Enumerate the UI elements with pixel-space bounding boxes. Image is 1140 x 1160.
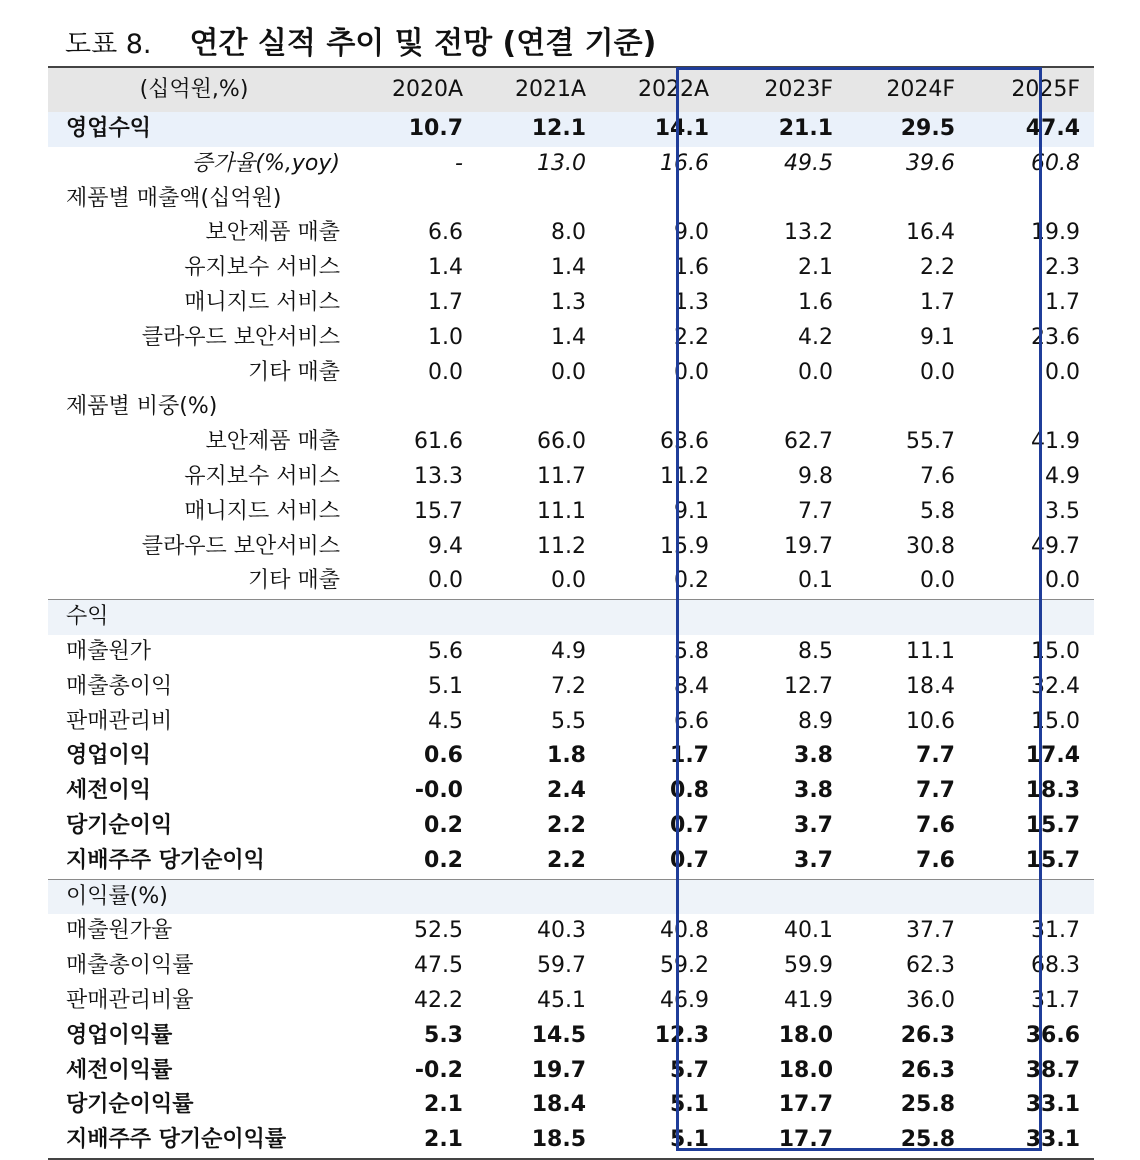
table-row <box>48 286 1094 321</box>
table-cell: 15.7 <box>1025 812 1080 838</box>
table-cell: 16.4 <box>906 220 955 246</box>
table-row <box>48 1019 1094 1054</box>
table-cell: 8.5 <box>798 638 833 664</box>
row-label: 클라우드 보안서비스 <box>141 533 340 559</box>
table-cell: 12.7 <box>784 673 833 699</box>
table-cell: 7.7 <box>798 498 833 524</box>
table-cell: 0.2 <box>424 812 463 838</box>
table-cell: 3.7 <box>794 812 833 838</box>
table-cell: 15.0 <box>1031 708 1080 734</box>
table-cell: 3.7 <box>794 847 833 873</box>
table-cell: 39.6 <box>906 150 955 176</box>
table-cell: 0.2 <box>674 568 709 594</box>
table-cell: 5.8 <box>674 638 709 664</box>
table-body <box>48 112 1094 1160</box>
table-row <box>48 356 1094 391</box>
table-cell: 1.6 <box>674 255 709 281</box>
table-cell: 1.7 <box>1045 289 1080 315</box>
table-row <box>48 809 1094 844</box>
table-row <box>48 1088 1094 1123</box>
table-cell: 66.0 <box>537 429 586 455</box>
table-cell: 13.0 <box>537 150 586 176</box>
table-cell: 5.5 <box>551 708 586 734</box>
table-cell: 5.3 <box>424 1022 463 1048</box>
table-row <box>48 1123 1094 1160</box>
table-row <box>48 599 1094 635</box>
table-cell: 2.1 <box>424 1127 463 1153</box>
table-row <box>48 390 1094 425</box>
table-cell: 7.6 <box>916 812 955 838</box>
row-label: 판매관리비 <box>66 708 173 734</box>
row-label: 매출총이익 <box>66 673 173 699</box>
table-cell: 52.5 <box>414 918 463 944</box>
table-cell: 12.3 <box>654 1022 709 1048</box>
table-row <box>48 460 1094 495</box>
table-cell: 19.9 <box>1031 220 1080 246</box>
row-label: 지배주주 당기순이익률 <box>66 1127 287 1153</box>
table-cell: 18.0 <box>778 1057 833 1083</box>
table-cell: 25.8 <box>900 1092 955 1118</box>
table-cell: 45.1 <box>537 987 586 1013</box>
figure-label: 도표 8. <box>65 29 152 60</box>
table-cell: 1.4 <box>428 255 463 281</box>
row-label: 매출원가율 <box>66 918 173 944</box>
table-cell: 0.7 <box>670 847 709 873</box>
table-row <box>48 914 1094 949</box>
table-cell: 1.3 <box>551 289 586 315</box>
table-cell: 31.7 <box>1031 987 1080 1013</box>
table-cell: 14.5 <box>531 1022 586 1048</box>
table-cell: -0.0 <box>414 778 463 804</box>
table-cell: 40.8 <box>660 918 709 944</box>
table-cell: 5.6 <box>428 638 463 664</box>
table-cell: 19.7 <box>531 1057 586 1083</box>
table-cell: 42.2 <box>414 987 463 1013</box>
table-cell: 5.1 <box>428 673 463 699</box>
table-cell: 11.2 <box>660 463 709 489</box>
table-cell: 63.6 <box>660 429 709 455</box>
table-row <box>48 495 1094 530</box>
table-row <box>48 635 1094 670</box>
table-row <box>48 844 1094 879</box>
table-cell: 6.6 <box>428 220 463 246</box>
table-cell: 68.3 <box>1031 953 1080 979</box>
table-cell: 3.5 <box>1045 498 1080 524</box>
table-cell: 3.8 <box>794 743 833 769</box>
table-cell: 47.4 <box>1025 116 1080 141</box>
table-cell: 31.7 <box>1031 918 1080 944</box>
table-cell: -0.2 <box>414 1057 463 1083</box>
table-cell: 10.7 <box>408 116 463 141</box>
table-cell: 49.5 <box>784 150 833 176</box>
table-cell: 0.0 <box>798 359 833 385</box>
table-cell: 0.2 <box>424 847 463 873</box>
table-row <box>48 774 1094 809</box>
table-cell: 11.7 <box>537 463 586 489</box>
table-cell: 2.3 <box>1045 255 1080 281</box>
row-label: 제품별 비중(%) <box>66 394 218 420</box>
table-row <box>48 112 1094 147</box>
row-label: 세전이익 <box>66 778 152 804</box>
table-cell: 46.9 <box>660 987 709 1013</box>
table-cell: 25.8 <box>900 1127 955 1153</box>
table-cell: 0.0 <box>1045 568 1080 594</box>
table-cell: 1.8 <box>547 743 586 769</box>
table-cell: 2.1 <box>424 1092 463 1118</box>
table-cell: 17.7 <box>778 1127 833 1153</box>
table-cell: 47.5 <box>414 953 463 979</box>
table-cell: 8.9 <box>798 708 833 734</box>
table-cell: 18.5 <box>531 1127 586 1153</box>
table-cell: 5.8 <box>920 498 955 524</box>
row-label: 보안제품 매출 <box>205 220 340 246</box>
table-row <box>48 879 1094 915</box>
table-cell: 9.0 <box>674 220 709 246</box>
table-cell: 13.2 <box>784 220 833 246</box>
table-cell: 40.3 <box>537 918 586 944</box>
table-cell: 1.7 <box>670 743 709 769</box>
table-cell: 23.6 <box>1031 324 1080 350</box>
column-header: 2022A <box>637 77 709 102</box>
table-cell: 60.8 <box>1031 150 1080 176</box>
table-cell: - <box>455 150 463 176</box>
table-row <box>48 1054 1094 1089</box>
table-cell: 0.0 <box>428 568 463 594</box>
row-label: 유지보수 서비스 <box>184 463 340 489</box>
row-label: 클라우드 보안서비스 <box>141 324 340 350</box>
table-cell: 11.1 <box>537 498 586 524</box>
table-cell: 7.7 <box>916 778 955 804</box>
table-cell: 15.0 <box>1031 638 1080 664</box>
table-cell: 33.1 <box>1025 1127 1080 1153</box>
row-label: 당기순이익 <box>66 812 173 838</box>
table-row <box>48 182 1094 217</box>
table-cell: 4.9 <box>551 638 586 664</box>
table-cell: 37.7 <box>906 918 955 944</box>
table-cell: 16.6 <box>660 150 709 176</box>
table-cell: 5.7 <box>670 1057 709 1083</box>
table-cell: 2.2 <box>674 324 709 350</box>
table-cell: 30.8 <box>906 533 955 559</box>
table-cell: 6.6 <box>674 708 709 734</box>
row-label: 지배주주 당기순이익 <box>66 847 265 873</box>
table-row <box>48 425 1094 460</box>
unit-label: (십억원,%) <box>139 77 249 102</box>
table-cell: 9.1 <box>920 324 955 350</box>
table-cell: 61.6 <box>414 429 463 455</box>
table-cell: 0.1 <box>798 568 833 594</box>
row-label: 세전이익률 <box>66 1057 173 1083</box>
table-cell: 36.6 <box>1025 1022 1080 1048</box>
table-cell: 5.1 <box>670 1092 709 1118</box>
table-row <box>48 216 1094 251</box>
table-cell: 7.7 <box>916 743 955 769</box>
table-row <box>48 147 1094 182</box>
table-cell: 0.6 <box>424 743 463 769</box>
figure-title <box>65 18 656 62</box>
table-cell: 15.9 <box>660 533 709 559</box>
table-cell: 0.0 <box>920 568 955 594</box>
table-cell: 9.4 <box>428 533 463 559</box>
table-cell: 49.7 <box>1031 533 1080 559</box>
row-label: 매출원가 <box>66 638 152 664</box>
table-cell: 14.1 <box>654 116 709 141</box>
table-cell: 38.7 <box>1025 1057 1080 1083</box>
table-cell: 2.2 <box>920 255 955 281</box>
table-cell: 2.2 <box>547 847 586 873</box>
table-cell: 41.9 <box>784 987 833 1013</box>
table-cell: 59.7 <box>537 953 586 979</box>
table-header-row <box>48 66 1094 112</box>
table-cell: 18.3 <box>1025 778 1080 804</box>
table-cell: 62.3 <box>906 953 955 979</box>
table-row <box>48 739 1094 774</box>
table-cell: 1.4 <box>551 324 586 350</box>
table-cell: 5.1 <box>670 1127 709 1153</box>
table-cell: 36.0 <box>906 987 955 1013</box>
table-cell: 18.4 <box>906 673 955 699</box>
row-label: 판매관리비율 <box>66 987 194 1013</box>
table-cell: 26.3 <box>900 1057 955 1083</box>
table-cell: 40.1 <box>784 918 833 944</box>
table-cell: 7.6 <box>916 847 955 873</box>
table-cell: 4.9 <box>1045 463 1080 489</box>
table-cell: 12.1 <box>531 116 586 141</box>
table-cell: 1.7 <box>428 289 463 315</box>
table-cell: 0.7 <box>670 812 709 838</box>
table-cell: 59.9 <box>784 953 833 979</box>
table-cell: 0.0 <box>551 359 586 385</box>
row-label: 증가율(%,yoy) <box>191 150 340 176</box>
column-header: 2023F <box>764 77 833 102</box>
table-cell: 3.8 <box>794 778 833 804</box>
table-cell: 55.7 <box>906 429 955 455</box>
row-label: 매출총이익률 <box>66 953 194 979</box>
table-row <box>48 705 1094 740</box>
row-label: 이익률(%) <box>66 883 168 909</box>
table-cell: 10.6 <box>906 708 955 734</box>
table-row <box>48 949 1094 984</box>
table-cell: 62.7 <box>784 429 833 455</box>
table-cell: 18.0 <box>778 1022 833 1048</box>
table-cell: 4.2 <box>798 324 833 350</box>
table-cell: 0.0 <box>551 568 586 594</box>
table-cell: 18.4 <box>531 1092 586 1118</box>
table-cell: 21.1 <box>778 116 833 141</box>
earnings-table <box>48 66 1094 1160</box>
row-label: 수익 <box>66 604 109 630</box>
row-label: 영업이익률 <box>66 1022 173 1048</box>
table-cell: 9.8 <box>798 463 833 489</box>
table-cell: 33.1 <box>1025 1092 1080 1118</box>
row-label: 매니지드 서비스 <box>184 289 340 315</box>
row-label: 유지보수 서비스 <box>184 255 340 281</box>
table-cell: 1.0 <box>428 324 463 350</box>
table-cell: 0.0 <box>1045 359 1080 385</box>
table-cell: 2.2 <box>547 812 586 838</box>
row-label: 제품별 매출액(십억원) <box>66 185 282 211</box>
table-cell: 0.8 <box>670 778 709 804</box>
table-cell: 13.3 <box>414 463 463 489</box>
table-cell: 11.2 <box>537 533 586 559</box>
table-cell: 15.7 <box>1025 847 1080 873</box>
column-header: 2021A <box>514 77 586 102</box>
table-cell: 41.9 <box>1031 429 1080 455</box>
table-cell: 1.7 <box>920 289 955 315</box>
row-label: 매니지드 서비스 <box>184 498 340 524</box>
row-label: 영업수익 <box>66 116 152 141</box>
table-cell: 17.7 <box>778 1092 833 1118</box>
column-header: 2020A <box>391 77 463 102</box>
table-cell: 0.0 <box>920 359 955 385</box>
figure-title-text: 연간 실적 추이 및 전망 (연결 기준) <box>189 26 657 61</box>
table-cell: 7.6 <box>920 463 955 489</box>
table-cell: 8.4 <box>674 673 709 699</box>
table-cell: 1.6 <box>798 289 833 315</box>
table-cell: 11.1 <box>906 638 955 664</box>
table-row <box>48 984 1094 1019</box>
table-cell: 1.3 <box>674 289 709 315</box>
column-header: 2025F <box>1011 77 1080 102</box>
table-cell: 29.5 <box>900 116 955 141</box>
row-label: 당기순이익률 <box>66 1092 194 1118</box>
table-row <box>48 251 1094 286</box>
row-label: 기타 매출 <box>247 359 340 385</box>
table-cell: 9.1 <box>674 498 709 524</box>
row-label: 영업이익 <box>66 743 152 769</box>
table-cell: 2.1 <box>798 255 833 281</box>
table-cell: 59.2 <box>660 953 709 979</box>
row-label: 기타 매출 <box>247 568 340 594</box>
column-header: 2024F <box>886 77 955 102</box>
table-row <box>48 530 1094 565</box>
table-cell: 15.7 <box>414 498 463 524</box>
table-cell: 4.5 <box>428 708 463 734</box>
table-cell: 17.4 <box>1025 743 1080 769</box>
row-label: 보안제품 매출 <box>205 429 340 455</box>
table-cell: 8.0 <box>551 220 586 246</box>
table-row <box>48 564 1094 599</box>
table-cell: 0.0 <box>428 359 463 385</box>
table-row <box>48 321 1094 356</box>
table-row <box>48 670 1094 705</box>
table-cell: 7.2 <box>551 673 586 699</box>
table-cell: 32.4 <box>1031 673 1080 699</box>
table-cell: 26.3 <box>900 1022 955 1048</box>
table-cell: 2.4 <box>547 778 586 804</box>
table-cell: 19.7 <box>784 533 833 559</box>
table-cell: 0.0 <box>674 359 709 385</box>
table-cell: 1.4 <box>551 255 586 281</box>
